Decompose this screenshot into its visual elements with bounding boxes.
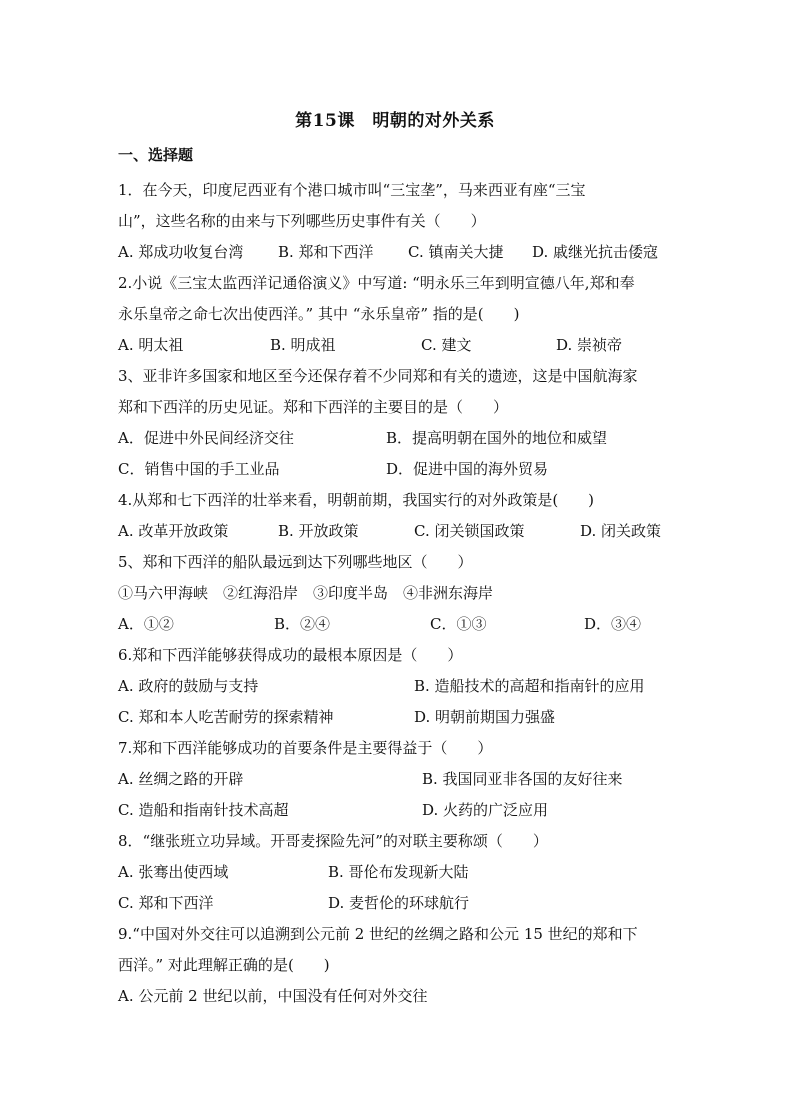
question-6 — [118, 640, 678, 733]
option-a: A．①② — [118, 615, 174, 633]
option-c: C. 镇南关大捷 — [408, 243, 504, 261]
option-d: D. 崇祯帝 — [556, 336, 623, 354]
option-d: D．③④ — [584, 615, 642, 633]
option-c: C．①③ — [430, 615, 487, 633]
option-a: A. 郑成功收复台湾 — [118, 243, 244, 261]
document-content — [118, 145, 678, 1012]
question-stem: 1．在今天，印度尼西亚有个港口城市叫“三宝垄”，马来西亚有座“三宝 — [118, 181, 586, 199]
section-heading: 一、选择题 — [118, 146, 194, 164]
question-stem: 6.郑和下西洋能够获得成功的最根本原因是（ ） — [118, 646, 463, 664]
option-a: A. 公元前 2 世纪以前，中国没有任何对外交往 — [118, 987, 428, 1005]
option-c: C. 闭关锁国政策 — [414, 522, 525, 540]
option-b: B. 明成祖 — [270, 336, 336, 354]
question-3 — [118, 361, 678, 485]
options-row — [118, 764, 678, 795]
option-b: B．提高明朝在国外的地位和威望 — [386, 429, 608, 447]
question-4 — [118, 485, 678, 547]
option-a: A. 改革开放政策 — [118, 522, 229, 540]
options-row — [118, 857, 678, 888]
question-stem: 7.郑和下西洋能够成功的首要条件是主要得益于（ ） — [118, 739, 493, 757]
options-row — [118, 454, 678, 485]
options-row — [118, 981, 678, 1012]
option-b: B．②④ — [274, 615, 331, 633]
question-7 — [118, 733, 678, 826]
question-stem: 4.从郑和七下西洋的壮举来看，明朝前期，我国实行的对外政策是( ) — [118, 491, 595, 509]
option-a: A. 明太祖 — [118, 336, 184, 354]
option-b: B. 哥伦布发现新大陆 — [328, 863, 469, 881]
question-stem: 西洋。” 对此理解正确的是( ) — [118, 956, 330, 974]
question-stem: 9.“中国对外交往可以追溯到公元前 2 世纪的丝绸之路和公元 15 世纪的郑和下 — [118, 925, 638, 943]
options-row — [118, 609, 678, 640]
question-8 — [118, 826, 678, 919]
options-row — [118, 330, 678, 361]
page-title: 第15课 明朝的对外关系 — [295, 111, 495, 131]
option-a: A. 张骞出使西域 — [118, 863, 229, 881]
option-a: A. 丝绸之路的开辟 — [118, 770, 244, 788]
options-row — [118, 795, 678, 826]
question-2 — [118, 268, 678, 361]
question-stem: ①马六甲海峡 ②红海沿岸 ③印度半岛 ④非洲东海岸 — [118, 584, 494, 602]
question-stem: 永乐皇帝之命七次出使西洋。” 其中 “永乐皇帝” 指的是( ) — [118, 305, 520, 323]
question-stem: 8．“继张班立功异域。开哥麦探险先河”的对联主要称颂（ ） — [118, 832, 548, 850]
question-stem: 3、亚非许多国家和地区至今还保存着不少同郑和有关的遗迹，这是中国航海家 — [118, 367, 638, 385]
question-1 — [118, 175, 678, 268]
options-row — [118, 702, 678, 733]
option-c: C. 造船和指南针技术高超 — [118, 801, 289, 819]
options-row — [118, 423, 678, 454]
options-row — [118, 671, 678, 702]
option-d: D．促进中国的海外贸易 — [386, 460, 549, 478]
options-row — [118, 237, 678, 268]
question-9 — [118, 919, 678, 1012]
question-5 — [118, 547, 678, 640]
option-b: B. 郑和下西洋 — [278, 243, 374, 261]
option-d: D. 火药的广泛应用 — [422, 801, 549, 819]
question-stem: 山”，这些名称的由来与下列哪些历史事件有关（ ） — [118, 212, 486, 230]
option-c: C．销售中国的手工业品 — [118, 460, 280, 478]
option-b: B. 造船技术的高超和指南针的应用 — [414, 677, 645, 695]
question-stem: 郑和下西洋的历史见证。郑和下西洋的主要目的是（ ） — [118, 398, 509, 416]
option-d: D. 闭关政策 — [580, 522, 662, 540]
option-c: C. 建文 — [421, 336, 472, 354]
option-a: A．促进中外民间经济交往 — [118, 429, 294, 447]
option-b: B. 开放政策 — [278, 522, 359, 540]
option-d: D. 明朝前期国力强盛 — [414, 708, 556, 726]
option-a: A. 政府的鼓励与支持 — [118, 677, 259, 695]
option-c: C. 郑和下西洋 — [118, 894, 214, 912]
question-stem: 5、郑和下西洋的船队最远到达下列哪些地区（ ） — [118, 553, 473, 571]
question-stem: 2.小说《三宝太监西洋记通俗演义》中写道: “明永乐三年到明宣德八年,郑和奉 — [118, 274, 635, 292]
option-d: D. 戚继光抗击倭寇 — [532, 243, 659, 261]
option-c: C. 郑和本人吃苦耐劳的探索精神 — [118, 708, 334, 726]
options-row — [118, 516, 678, 547]
option-d: D. 麦哲伦的环球航行 — [328, 894, 470, 912]
options-row — [118, 888, 678, 919]
option-b: B. 我国同亚非各国的友好往来 — [422, 770, 623, 788]
